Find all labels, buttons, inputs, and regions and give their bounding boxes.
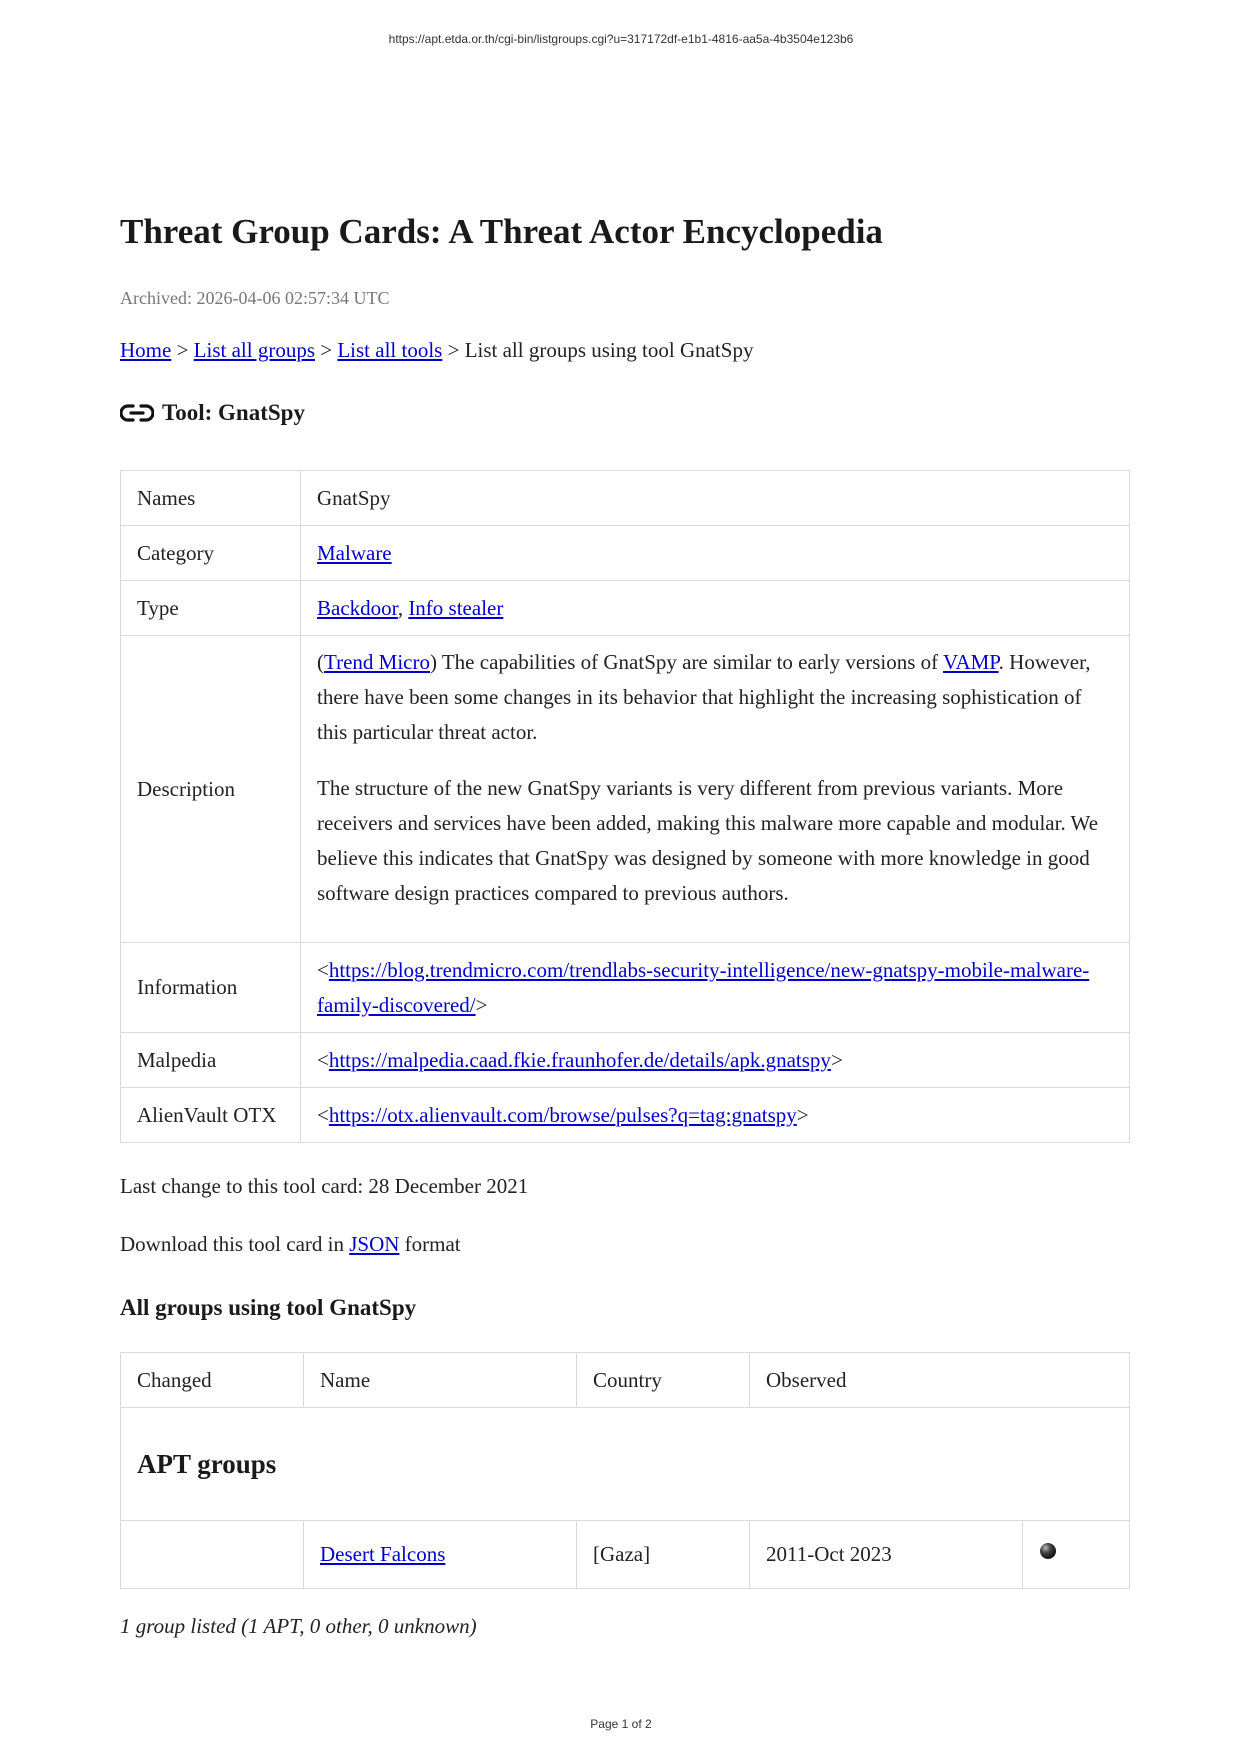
description-value [301,636,1130,943]
print-url-header: https://apt.etda.or.th/cgi-bin/listgroups.cgi?u=317172df-e1b1-4816-aa5a-4b3504e123b6 [388,32,854,46]
trend-micro-link[interactable]: Trend Micro [324,650,430,674]
alienvault-value [301,1088,1130,1143]
section-title-apt-groups: APT groups [137,1448,277,1479]
link-icon [120,402,154,424]
malpedia-url-link[interactable]: https://malpedia.caad.fkie.fraunhofer.de/details/apk.gnatspy [328,1047,831,1072]
alienvault-label: AlienVault OTX [121,1088,301,1143]
tool-heading [120,400,305,426]
download-line [120,1232,461,1257]
download-suffix: format [399,1232,461,1256]
angle-open: < [317,1102,329,1127]
category-value [301,526,1130,581]
section-cell [121,1408,1130,1521]
groups-summary: 1 group listed (1 APT, 0 other, 0 unknown) [120,1614,477,1638]
angle-close: > [796,1102,809,1127]
table-row [121,636,1130,943]
description-paragraph: The structure of the new GnatSpy variants is very different from previous variants. More receivers and services have been added, making this malware more capable and modular. We believe this indicates that GnatSpy was designed by someone with more knowledge in good software design practices compared to previous authors. [317,776,1099,905]
archived-timestamp: Archived: 2026-04-06 02:57:34 UTC [120,288,390,308]
tool-title: Tool: GnatSpy [162,400,305,425]
type-value [301,581,1130,636]
vamp-link[interactable]: VAMP [943,650,999,674]
table-row [121,581,1130,636]
names-value: GnatSpy [301,471,1130,526]
column-header-name: Name [304,1353,577,1408]
breadcrumb-home-link[interactable]: Home [120,338,172,362]
table-section-row [121,1408,1130,1521]
malpedia-label: Malpedia [121,1033,301,1088]
table-row [121,1521,1130,1589]
page-number-footer: Page 1 of 2 [590,1717,652,1731]
type-backdoor-link[interactable]: Backdoor [317,595,398,620]
last-change-text: Last change to this tool card: 28 December 2021 [120,1174,529,1198]
observed-cell: 2011-Oct 2023 [750,1521,1023,1589]
breadcrumb-separator: > [176,338,189,362]
breadcrumb [120,338,753,363]
information-url-link[interactable]: https://blog.trendmicro.com/trendlabs-security-intelligence/new-gnatspy-mobile-malware-family-discovered/ [317,957,1090,1017]
column-header-changed: Changed [121,1353,304,1408]
breadcrumb-all-tools-link[interactable]: List all tools [337,338,443,362]
information-label: Information [121,943,301,1033]
table-row [121,1033,1130,1088]
breadcrumb-separator: > [320,338,333,362]
groups-heading: All groups using tool GnatSpy [120,1295,417,1320]
names-label: Names [121,471,301,526]
breadcrumb-current: List all groups using tool GnatSpy [464,338,754,362]
dark-sphere-icon [1039,1542,1057,1560]
malpedia-value [301,1033,1130,1088]
type-separator: , [397,595,404,620]
information-value [301,943,1130,1033]
paren-open: ( [317,650,324,674]
angle-open: < [317,957,329,982]
table-row [121,1088,1130,1143]
category-malware-link[interactable]: Malware [317,540,392,565]
breadcrumb-all-groups-link[interactable]: List all groups [193,338,315,362]
changed-cell [121,1521,304,1589]
column-header-country: Country [577,1353,750,1408]
tool-card-table [120,470,1130,1143]
country-cell: [Gaza] [577,1521,750,1589]
description-text: ) The capabilities of GnatSpy are similar to early versions of [429,650,943,674]
groups-table [120,1352,1130,1589]
type-label: Type [121,581,301,636]
table-row [121,943,1130,1033]
desert-falcons-link[interactable]: Desert Falcons [320,1542,446,1566]
name-cell [304,1521,577,1589]
table-row [121,526,1130,581]
angle-open: < [317,1047,329,1072]
description-label: Description [121,636,301,943]
alienvault-url-link[interactable]: https://otx.alienvault.com/browse/pulses?q=tag:gnatspy [328,1102,797,1127]
breadcrumb-separator: > [447,338,460,362]
description-paragraph [317,645,1113,750]
json-download-link[interactable]: JSON [349,1232,400,1256]
description-text: . However, there have been some changes in its behavior that highlight the increasing sophistication of this particular threat actor. [317,650,1091,744]
column-header-observed: Observed [750,1353,1130,1408]
page-title: Threat Group Cards: A Threat Actor Encyclopedia [120,212,883,251]
category-label: Category [121,526,301,581]
angle-close: > [475,992,488,1017]
table-header-row [121,1353,1130,1408]
angle-close: > [830,1047,843,1072]
download-prefix: Download this tool card in [120,1232,350,1256]
table-row [121,471,1130,526]
type-info-stealer-link[interactable]: Info stealer [408,595,504,620]
status-cell [1023,1521,1130,1589]
